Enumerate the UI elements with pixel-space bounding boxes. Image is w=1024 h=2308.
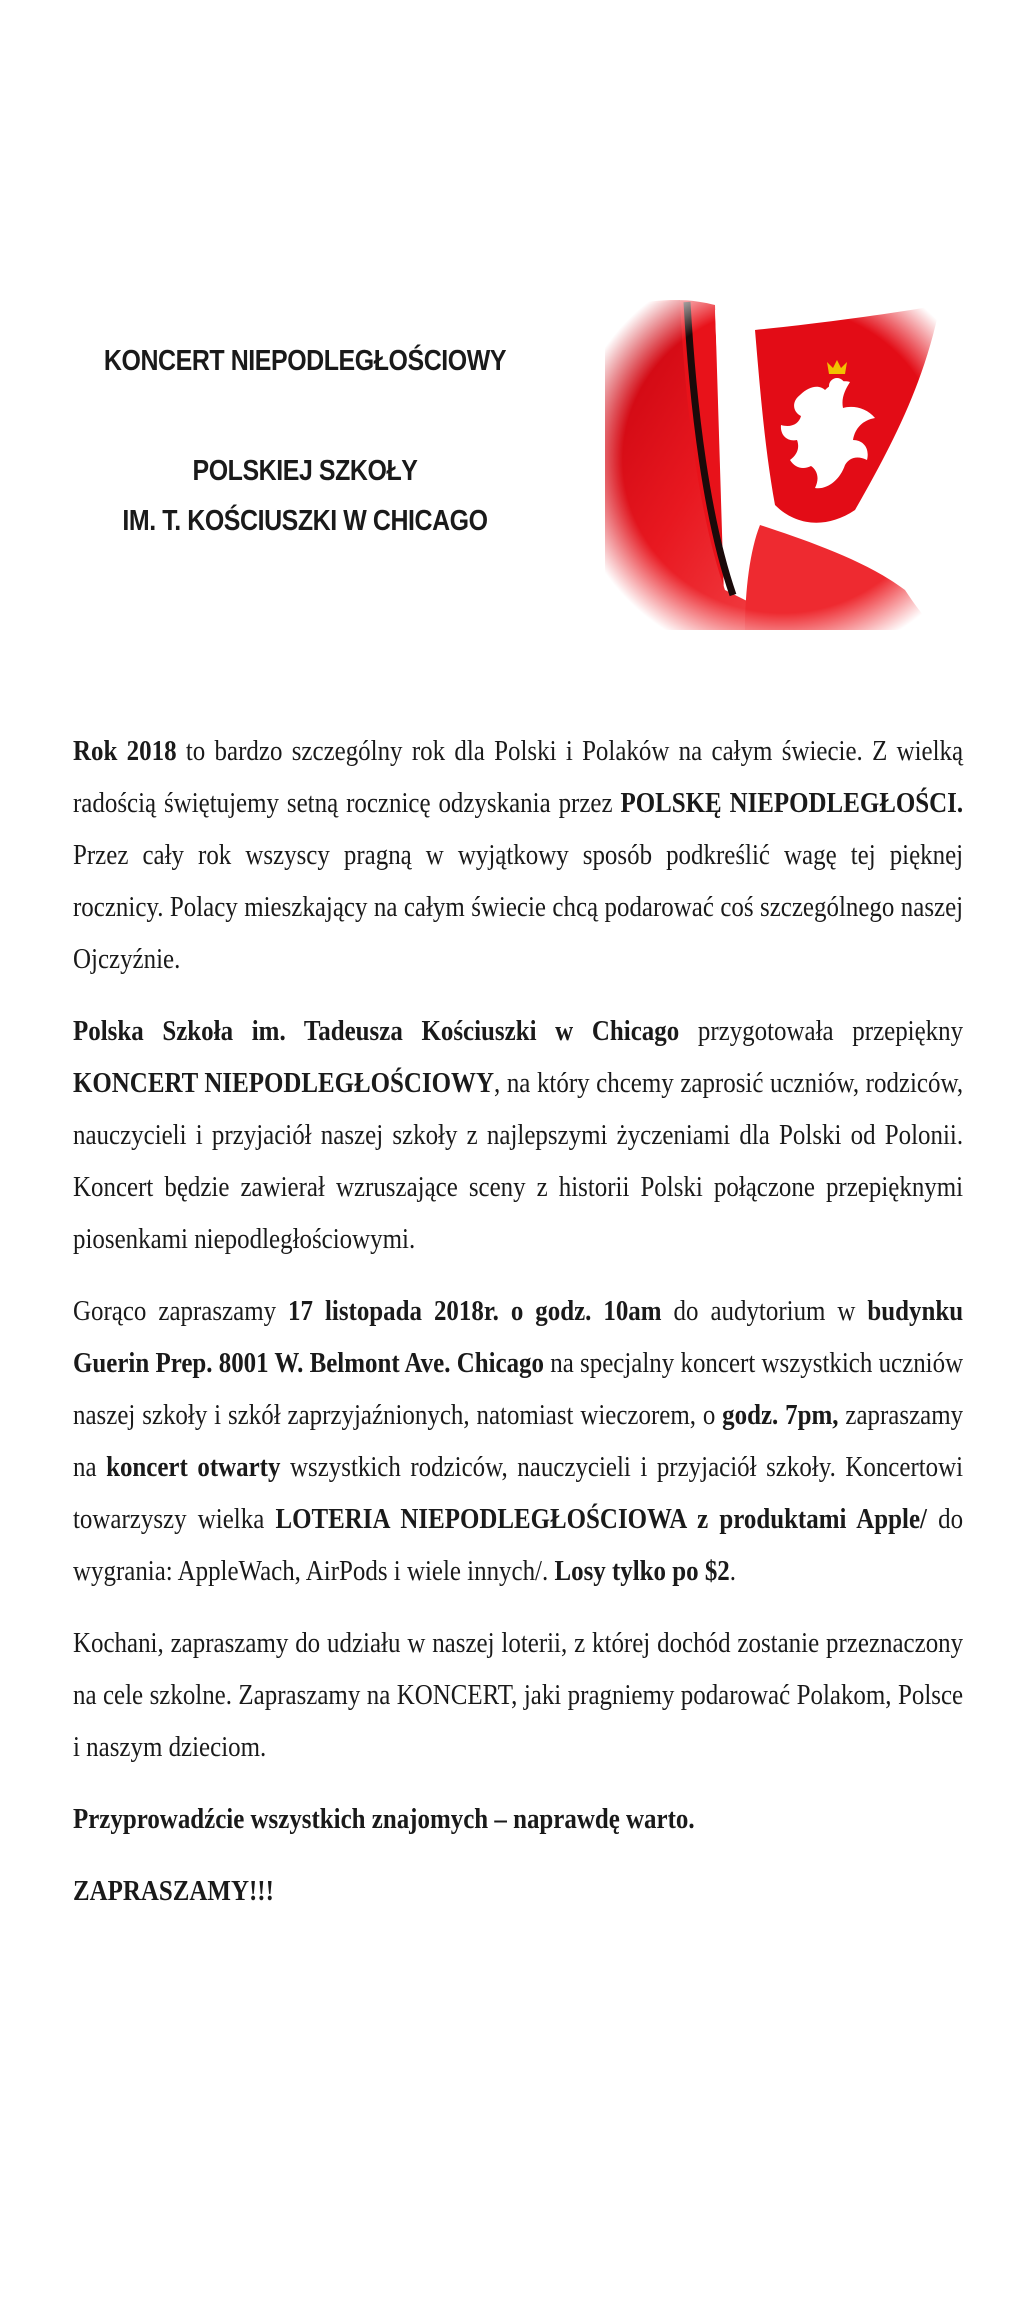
text-ticket-price: Losy tylko po $2	[554, 1555, 730, 1587]
text-open-concert: koncert otwarty	[106, 1451, 281, 1483]
text-span: przygotowała przepiękny	[679, 1015, 964, 1047]
text-span: do wygrania: AppleWach, AirPods i wiele innych/.	[73, 1503, 964, 1587]
text-span: Przez cały rok wszyscy pragną w wyjątkowy sposób podkreślić wagę tej pięknej rocznicy. Polacy mieszkający na całym świecie chcą podarować coś szczególnego naszej Ojczyźnie.	[73, 839, 964, 975]
text-bold-independence: POLSKĘ NIEPODLEGŁOŚCI.	[620, 787, 964, 819]
text-span: , na który chcemy zaprosić uczniów, rodziców, nauczycieli i przyjaciół naszej szkoły z najlepszymi życzeniami dla Polski od Polonii. Koncert będzie zawierał wzruszające sceny z historii Polski połączone przepięknymi piosenkami niepodległościowymi.	[73, 1067, 964, 1255]
text-date: 17 listopada 2018r. o godz. 10am	[288, 1295, 662, 1327]
text-address: budynku Guerin Prep. 8001 W. Belmont Ave. Chicago	[73, 1295, 964, 1379]
text-span: na specjalny koncert wszystkich uczniów naszej szkoły i szkół zaprzyjaźnionych, natomiast wieczorem, o	[73, 1347, 964, 1431]
polish-flag-with-eagle-icon	[605, 290, 960, 630]
text-span: Gorąco zapraszamy	[73, 1295, 289, 1327]
paragraph-intro	[73, 725, 963, 985]
document-body	[73, 725, 964, 1937]
text-span: do audytorium w	[661, 1295, 868, 1327]
text-span: Kochani, zapraszamy do udziału w naszej loterii, z której dochód zostanie przeznaczony na cele szkolne. Zapraszamy na KONCERT, jaki pragniemy podarować Polakom, Polsce i naszym dzieciom.	[73, 1627, 964, 1763]
text-closing: ZAPRASZAMY!!!	[73, 1875, 274, 1907]
text-span: wszystkich rodziców, nauczycieli i przyjaciół szkoły. Koncertowi towarzyszy wielka	[73, 1451, 964, 1535]
text-lottery: LOTERIA NIEPODLEGŁOŚCIOWA z produktami Apple/	[275, 1503, 927, 1535]
paragraph-lottery	[73, 1617, 963, 1773]
paragraph-closing	[73, 1865, 963, 1917]
header-title-line3: IM. T. KOŚCIUSZKI W CHICAGO	[122, 505, 488, 537]
text-school-name: Polska Szkoła im. Tadeusza Kościuszki w Chicago	[73, 1015, 680, 1047]
paragraph-invitation	[73, 1285, 963, 1597]
header-title-line1: KONCERT NIEPODLEGŁOŚCIOWY	[103, 345, 507, 377]
text-year: Rok 2018	[73, 735, 177, 767]
text-bring-friends: Przyprowadźcie wszystkich znajomych – naprawdę warto.	[73, 1803, 695, 1835]
text-span: zapraszamy na	[73, 1399, 964, 1483]
paragraph-bring-friends	[73, 1793, 963, 1845]
header-title-line2: POLSKIEJ SZKOŁY	[192, 455, 418, 487]
text-span: .	[729, 1555, 737, 1587]
paragraph-school	[73, 1005, 963, 1265]
text-concert-title: KONCERT NIEPODLEGŁOŚCIOWY	[73, 1067, 494, 1099]
text-evening-time: godz. 7pm,	[722, 1399, 839, 1431]
text-span: to bardzo szczególny rok dla Polski i Polaków na całym świecie. Z wielką radością świętujemy setną rocznicę odzyskania przez	[73, 735, 964, 819]
